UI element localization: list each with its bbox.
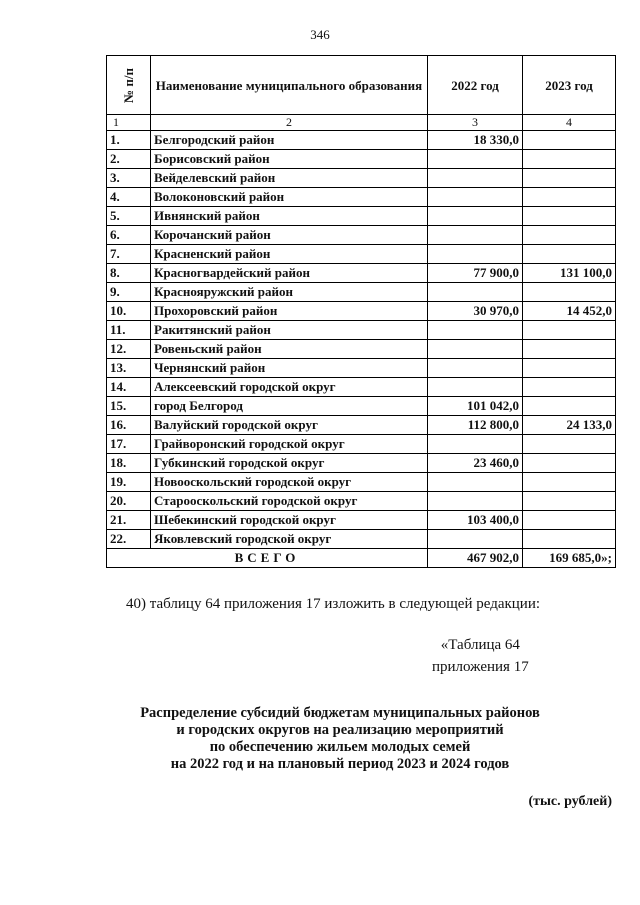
row-number: 21. [107,511,151,530]
row-name: Новооскольский городской округ [151,473,428,492]
row-value-2023 [523,283,616,302]
row-value-2023 [523,530,616,549]
row-name: Ракитянский район [151,321,428,340]
total-2023: 169 685,0»; [523,549,616,568]
row-value-2022: 77 900,0 [428,264,523,283]
row-value-2022 [428,340,523,359]
heading-line: на 2022 год и на плановый период 2023 и 2024 годов [170,756,510,772]
row-name: Грайворонский городской округ [151,435,428,454]
row-value-2023 [523,359,616,378]
row-name: Ровеньский район [151,340,428,359]
row-name: Валуйский городской округ [151,416,428,435]
row-number: 20. [107,492,151,511]
table-row [107,131,616,150]
row-value-2023 [523,473,616,492]
row-number: 8. [107,264,151,283]
row-number: 16. [107,416,151,435]
row-value-2022: 18 330,0 [428,131,523,150]
row-number: 7. [107,245,151,264]
row-value-2022 [428,226,523,245]
table-ref-line2: приложения 17 [432,659,529,675]
table-index-row [107,115,616,131]
row-number: 11. [107,321,151,340]
row-number: 5. [107,207,151,226]
table-ref-line1: «Таблица 64 [440,637,520,653]
row-number: 18. [107,454,151,473]
row-value-2023: 131 100,0 [523,264,616,283]
row-value-2022 [428,207,523,226]
row-name: Волоконовский район [151,188,428,207]
row-value-2023: 14 452,0 [523,302,616,321]
table-row [107,150,616,169]
header-2023: 2023 год [523,56,616,115]
row-number: 15. [107,397,151,416]
row-value-2022 [428,321,523,340]
row-number: 1. [107,131,151,150]
row-value-2023 [523,340,616,359]
row-value-2023 [523,321,616,340]
header-2022: 2022 год [428,56,523,115]
table-total-row [107,549,616,568]
row-value-2022 [428,359,523,378]
row-name: Чернянский район [151,359,428,378]
row-number: 2. [107,150,151,169]
row-name: Белгородский район [151,131,428,150]
subsidy-table [106,55,616,568]
index-cell: 4 [523,115,616,131]
table-row [107,302,616,321]
row-value-2022 [428,378,523,397]
row-value-2022 [428,283,523,302]
table-row [107,435,616,454]
table-row [107,492,616,511]
table-row [107,169,616,188]
row-number: 17. [107,435,151,454]
row-name: Ивнянский район [151,207,428,226]
row-value-2022 [428,245,523,264]
row-number: 4. [107,188,151,207]
header-number: № п/п [107,56,151,115]
row-name: Краснояружский район [151,283,428,302]
row-value-2023 [523,492,616,511]
row-number: 6. [107,226,151,245]
row-value-2022: 112 800,0 [428,416,523,435]
row-value-2023 [523,435,616,454]
units-label: (тыс. рублей) [528,794,612,809]
table-row [107,473,616,492]
row-value-2022 [428,188,523,207]
table-row [107,226,616,245]
index-cell: 2 [151,115,428,131]
row-value-2022: 23 460,0 [428,454,523,473]
row-value-2023 [523,245,616,264]
row-name: Старооскольский городской округ [151,492,428,511]
row-name: Борисовский район [151,150,428,169]
table-row [107,511,616,530]
row-number: 13. [107,359,151,378]
row-number: 14. [107,378,151,397]
row-name: Алексеевский городской округ [151,378,428,397]
table-row [107,454,616,473]
row-number: 19. [107,473,151,492]
table-row [107,188,616,207]
row-name: Яковлевский городской округ [151,530,428,549]
table-row [107,321,616,340]
row-name: Красненский район [151,245,428,264]
index-cell: 1 [107,115,151,131]
total-2022: 467 902,0 [428,549,523,568]
row-name: Корочанский район [151,226,428,245]
row-value-2022 [428,473,523,492]
row-value-2022 [428,435,523,454]
row-value-2023 [523,207,616,226]
row-name: Вейделевский район [151,169,428,188]
row-value-2023 [523,378,616,397]
header-name: Наименование муниципального образования [151,56,428,115]
row-name: Шебекинский городской округ [151,511,428,530]
row-value-2022 [428,530,523,549]
instruction-text: 40) таблицу 64 приложения 17 изложить в следующей редакции: [126,596,541,612]
heading-line: Распределение субсидий бюджетам муниципальных районов [140,705,540,721]
total-label: ВСЕГО [107,549,428,568]
table-row [107,340,616,359]
row-value-2022 [428,169,523,188]
row-number: 3. [107,169,151,188]
row-value-2022 [428,492,523,511]
row-value-2023 [523,454,616,473]
row-name: Красногвардейский район [151,264,428,283]
heading-line: и городских округов на реализацию мероприятий [176,722,504,738]
row-value-2023 [523,511,616,530]
row-value-2022 [428,150,523,169]
row-value-2022: 101 042,0 [428,397,523,416]
row-number: 10. [107,302,151,321]
row-number: 12. [107,340,151,359]
row-number: 9. [107,283,151,302]
row-value-2023 [523,188,616,207]
row-value-2023 [523,131,616,150]
table-row [107,397,616,416]
section-heading [100,705,580,773]
table-row [107,264,616,283]
row-value-2023 [523,169,616,188]
table-row [107,416,616,435]
row-value-2023: 24 133,0 [523,416,616,435]
table-row [107,283,616,302]
heading-line: по обеспечению жильем молодых семей [209,739,471,755]
table-row [107,245,616,264]
table-reference [432,634,529,678]
table-row [107,378,616,397]
table-row [107,359,616,378]
index-cell: 3 [428,115,523,131]
row-value-2022: 103 400,0 [428,511,523,530]
row-name: Губкинский городской округ [151,454,428,473]
row-name: город Белгород [151,397,428,416]
row-name: Прохоровский район [151,302,428,321]
page-number: 346 [310,27,330,42]
table-row [107,530,616,549]
row-value-2023 [523,226,616,245]
row-number: 22. [107,530,151,549]
table-header-row [107,56,616,115]
row-value-2023 [523,397,616,416]
row-value-2023 [523,150,616,169]
table-row [107,207,616,226]
row-value-2022: 30 970,0 [428,302,523,321]
